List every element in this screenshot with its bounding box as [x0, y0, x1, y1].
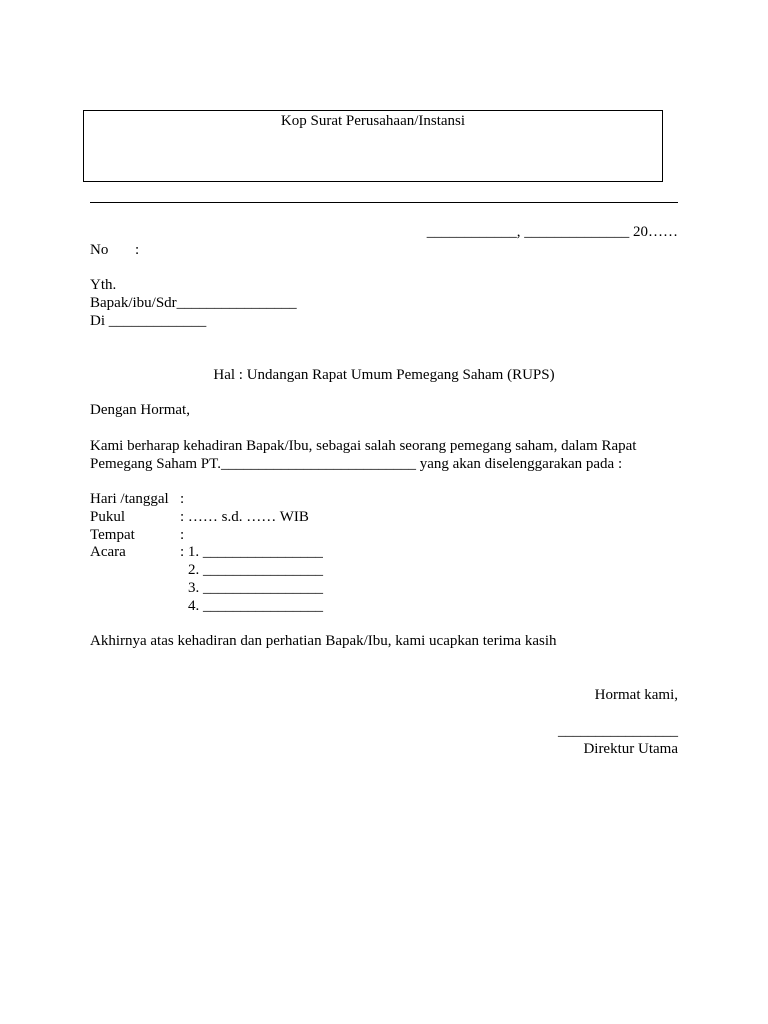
- agenda-item: 2. ________________: [188, 562, 323, 578]
- detail-time-value: : …… s.d. …… WIB: [180, 509, 309, 525]
- date-line: ____________, ______________ 20……: [426, 224, 678, 240]
- detail-date-label: Hari /tanggal: [90, 491, 169, 507]
- agenda-item: : 1. ________________: [180, 544, 323, 560]
- body-line-1: Kami berharap kehadiran Bapak/Ibu, sebagai salah seorang pemegang saham, dalam Rapat: [90, 438, 637, 454]
- detail-place-label: Tempat: [90, 527, 135, 543]
- detail-date-value: :: [180, 491, 185, 507]
- header-divider: [90, 202, 678, 203]
- subject-line: Hal : Undangan Rapat Umum Pemegang Saham (RUPS): [213, 367, 555, 383]
- signature-regards: Hormat kami,: [594, 687, 678, 703]
- agenda-item: 4. ________________: [188, 598, 323, 614]
- letterhead-box: [83, 110, 663, 182]
- number-separator: :: [135, 242, 140, 258]
- signature-title: Direktur Utama: [583, 741, 678, 757]
- recipient-salutation: Yth.: [90, 277, 117, 293]
- signature-line: ________________: [558, 723, 678, 739]
- greeting: Dengan Hormat,: [90, 402, 190, 418]
- letterhead-title: Kop Surat Perusahaan/Instansi: [280, 113, 466, 129]
- recipient-place-line: Di _____________: [90, 313, 207, 329]
- closing-line: Akhirnya atas kehadiran dan perhatian Bapak/Ibu, kami ucapkan terima kasih: [90, 633, 557, 649]
- body-line-2: Pemegang Saham PT.__________________________ yang akan diselenggarakan pada :: [90, 456, 623, 472]
- agenda-item: 3. ________________: [188, 580, 323, 596]
- detail-time-label: Pukul: [90, 509, 126, 525]
- recipient-name-line: Bapak/ibu/Sdr________________: [90, 295, 297, 311]
- detail-agenda-label: Acara: [90, 544, 126, 560]
- detail-place-value: :: [180, 527, 185, 543]
- number-label: No: [90, 242, 109, 258]
